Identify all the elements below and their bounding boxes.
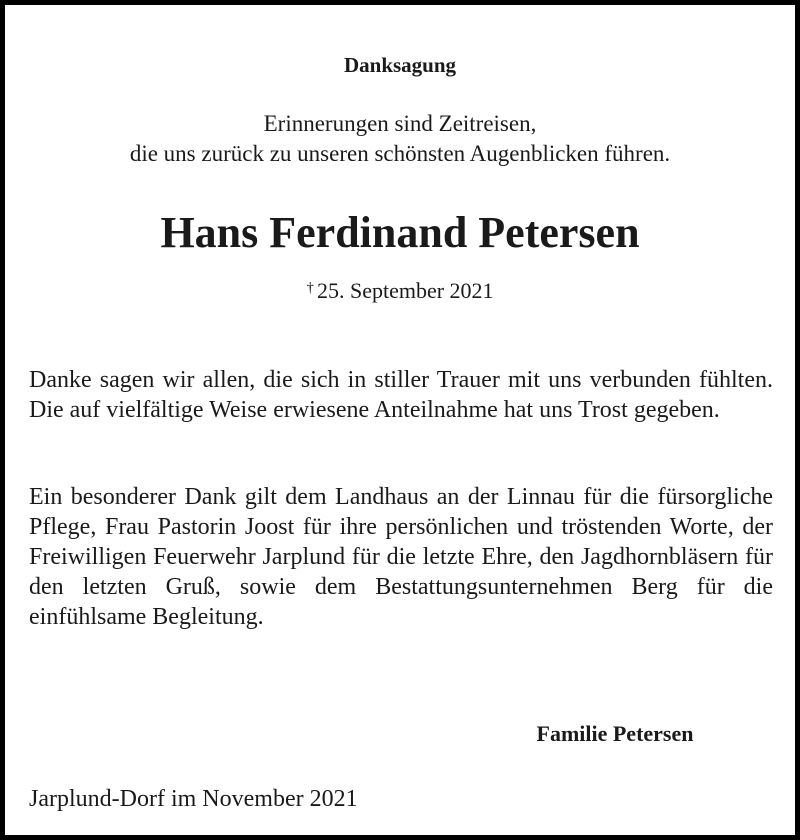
quote-line-2: die uns zurück zu unseren schönsten Augenblicken führen. (129, 141, 671, 166)
quote-line-1: Erinnerungen sind Zeitreisen, (263, 111, 537, 136)
death-date: 25. September 2021 (316, 278, 494, 303)
thanks-paragraph-1: Danke sagen wir allen, die sich in stiller Trauer mit uns verbunden fühlten. Die auf vielfältige Weise erwiesene Anteilnahme hat uns Trost gegeben. (29, 367, 773, 423)
death-date-line (5, 273, 795, 306)
deceased-name: Hans Ferdinand Petersen (160, 208, 640, 257)
memorial-quote (5, 109, 795, 169)
thanks-paragraph-2: Ein besonderer Dank gilt dem Landhaus an der Linnau für die fürsorgliche Pflege, Frau Pastorin Joost für ihre persönlichen und tröstenden Worte, der Freiwilligen Feuerwehr Jarplund für die letzte Ehre, den Jagdhornbläsern für den letzten Gruß, sowie dem Bestattungsunternehmen Berg für die einfühlsame Begleitung. (29, 484, 773, 630)
notice-heading: Danksagung (343, 53, 457, 77)
family-signature: Familie Petersen (536, 721, 694, 746)
dagger-icon: † (306, 280, 314, 296)
place-and-date: Jarplund-Dorf im November 2021 (29, 786, 358, 812)
